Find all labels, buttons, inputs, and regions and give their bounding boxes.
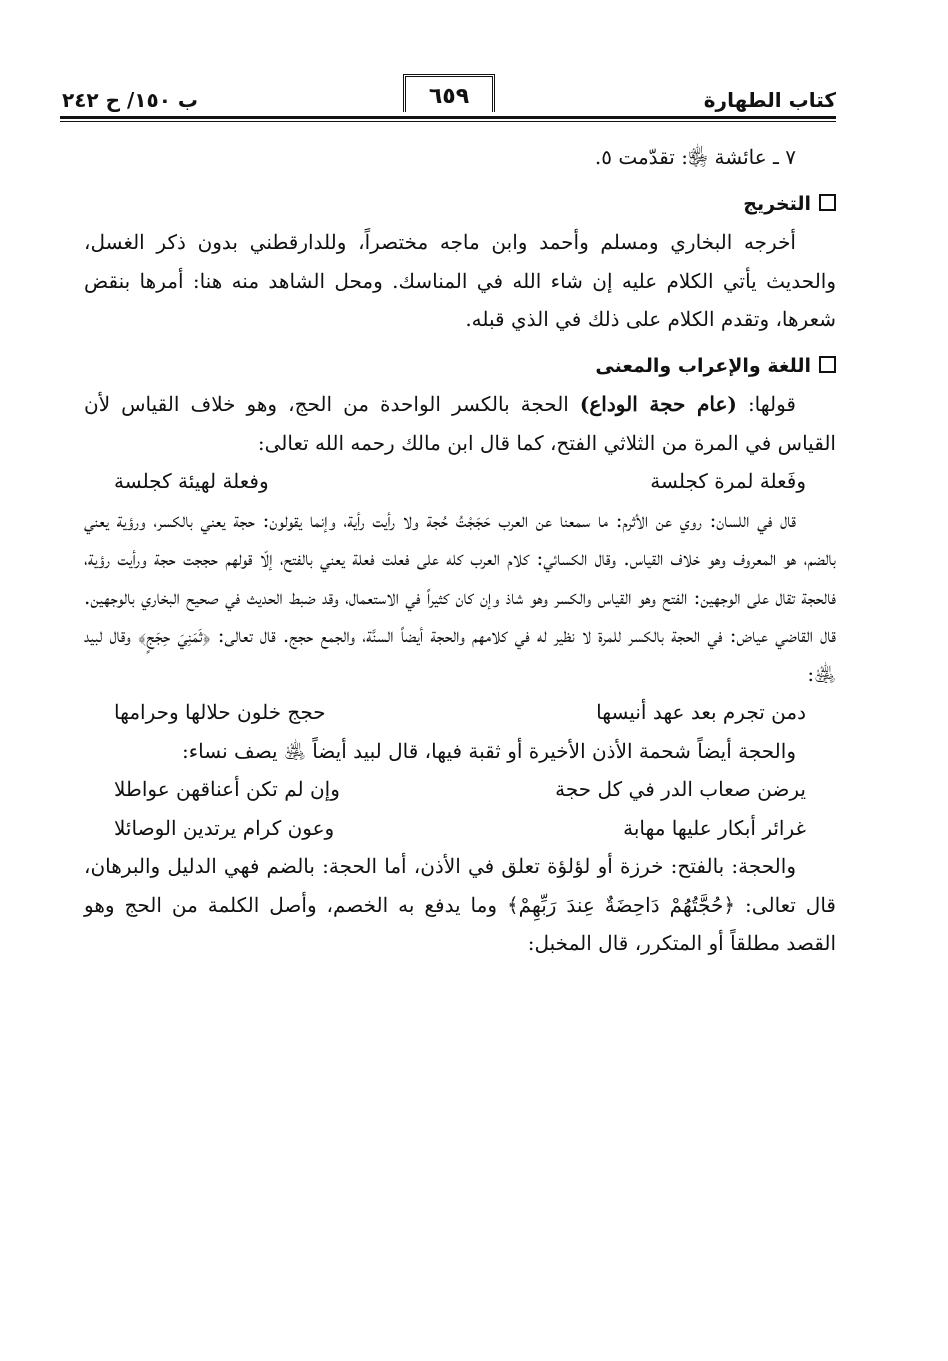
takhrij-paragraph: أخرجه البخاري ومسلم وأحمد وابن ماجه مختصراً، وللدارقطني بدون ذكر الغسل، والحديث يأتي الكلام عليه إن شاء الله في المناسك. ومحل الشاهد منه هنا: أمرها بنقض شعرها، وتقدم الكلام على ذلك في الذي قبله. (84, 230, 836, 331)
narrator-line: ٧ ـ عائشة ﵂: تقدّمت ٥. (594, 145, 796, 169)
heading-label: التخريج (743, 192, 811, 215)
square-bullet-icon (819, 194, 836, 211)
page-header (62, 74, 836, 116)
section-heading-lugha (84, 347, 836, 386)
header-rule (60, 116, 836, 122)
quoted-phrase: (عام حجة الوداع) (579, 392, 737, 416)
verse-hemistich-left: وفعلة لهيئة كجلسة (114, 469, 269, 493)
lugha-paragraph-2: قال في اللسان: روي عن الأثرم: ما سمعنا عن العرب حَجَجْتُ حُجة ولا رأيت رأية، وإنما يقولون: حجة يعني بالكسر، ورؤية يعني بالضم، هو المعروف وهو خلاف القياس. وقال الكسائي: كلام العرب كله على فعلت فعلة يعني بالفتح، إلّا قولهم حججت حجة ورأيت رؤية، فالحجة تقال على الوجهين: الفتح وهو القياس والكسر وهو شاذ وإن كان كثيراً في الاستعمال، وقد ضبط الحديث في صحيح البخاري بالوجهين. قال القاضي عياض: في الحجة بالكسر للمرة لا نظير له في كلامهم والحجة أيضاً السنَّة، والجمع حجج. قال تعالى: ﴿ثَمَنِيَ حِجَجٍ﴾ وقال لبيد ﵁: (84, 507, 837, 686)
verse-hemistich-left: وإن لم تكن أعناقهن عواطلا (114, 777, 340, 801)
verse-hemistich-left: وعون كرام يرتدين الوصائلا (114, 815, 335, 840)
hadith-reference: ب ١٥٠/ ح ٢٤٢ (62, 88, 198, 112)
square-bullet-icon (819, 356, 836, 373)
heading-label: اللغة والإعراب والمعنى (595, 354, 811, 377)
verse-hemistich-right: وفَعلة لمرة كجلسة (650, 469, 806, 493)
lugha-paragraph-3: والحجة أيضاً شحمة الأذن الأخيرة أو ثقبة فيها، قال لبيد أيضاً ﵁ يصف نساء: (181, 738, 796, 763)
verse-hemistich-left: حجج خلون حلالها وحرامها (114, 700, 326, 724)
verse-line-1 (84, 462, 836, 501)
paragraph-text: الحجة بالكسر الواحدة من الحج، وهو خلاف القياس لأن القياس في المرة من الثلاثي الفتح، كما قال ابن مالك رحمه الله تعالى: (84, 392, 836, 455)
verse-line-3 (84, 770, 836, 809)
paragraph-prefix: قولها: (736, 392, 796, 416)
book-title: كتاب الطهارة (703, 88, 836, 112)
verse-hemistich-right: دمن تجرم بعد عهد أنيسها (596, 700, 806, 724)
verse-hemistich-right: غرائر أبكار عليها مهابة (623, 815, 806, 840)
verse-hemistich-right: يرضن صعاب الدر في كل حجة (555, 777, 806, 801)
page-number: ٦٥٩ (403, 74, 495, 112)
page-body (84, 138, 836, 963)
section-heading-takhrij (84, 185, 836, 224)
verse-line-2 (84, 693, 836, 732)
verse-line-4 (84, 809, 836, 848)
lugha-paragraph-1 (84, 385, 836, 462)
lugha-paragraph-4: والحجة: بالفتح: خرزة أو لؤلؤة تعلق في الأذن، أما الحجة: بالضم فهي الدليل والبرهان، قال تعالى: ﴿حُجَّتُهُمْ دَاحِضَةٌ عِندَ رَبِّهِمْ﴾ وما يدفع به الخصم، وأصل الكلمة من الحج وهو القصد مطلقاً أو المتكرر، قال المخبل: (84, 854, 836, 955)
